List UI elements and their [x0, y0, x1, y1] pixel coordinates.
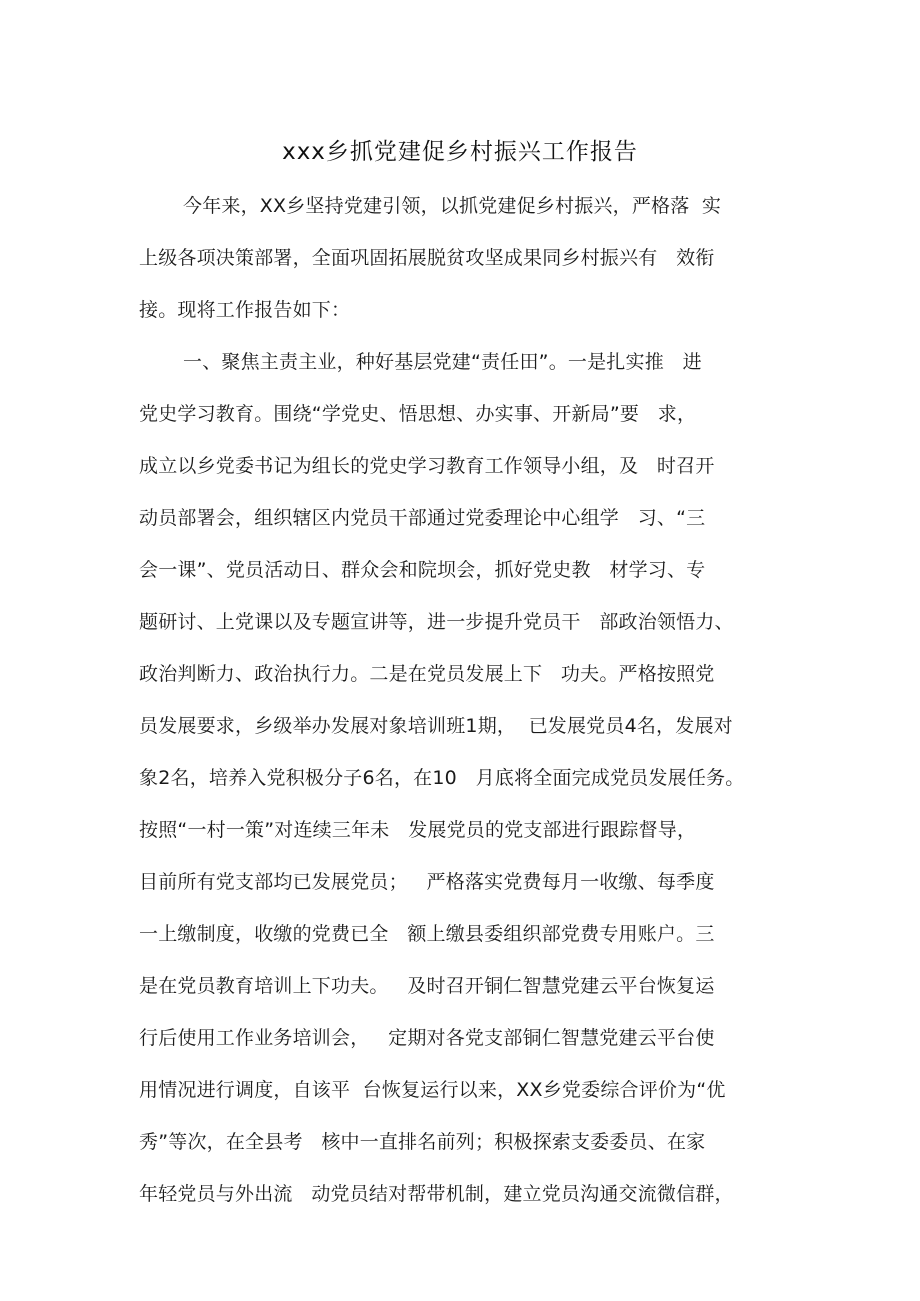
body-line: 成立以乡党委书记为组长的党史学习教育工作领导小组，及 时召开	[139, 455, 715, 477]
body-line: 员发展要求，乡级举办发展对象培训班1期， 已发展党员4名，发展对	[139, 715, 733, 737]
body-line: 动员部署会，组织辖区内党员干部通过党委理论中心组学 习、“三	[139, 507, 706, 529]
body-line: 象2名，培养入党积极分子6名，在10 月底将全面完成党员发展任务。	[139, 767, 745, 789]
body-line: 今年来，XX乡坚持党建引领，以抓党建促乡村振兴，严格落 实	[183, 195, 722, 217]
body-line: 行后使用工作业务培训会， 定期对各党支部铜仁智慧党建云平台使	[139, 1027, 715, 1049]
body-line: 用情况进行调度，自该平 台恢复运行以来，XX乡党委综合评价为“优	[139, 1079, 726, 1101]
body-line: 秀”等次，在全县考 核中一直排名前列；积极探索支委委员、在家	[139, 1131, 706, 1153]
body-line: 会一课”、党员活动日、群众会和院坝会，抓好党史教 材学习、专	[139, 559, 706, 581]
body-line: 按照“一村一策”对连续三年未 发展党员的党支部进行跟踪督导，	[139, 819, 697, 841]
body-line: 是在党员教育培训上下功夫。 及时召开铜仁智慧党建云平台恢复运	[139, 975, 715, 997]
body-line: 年轻党员与外出流 动党员结对帮带机制，建立党员沟通交流微信群，	[139, 1183, 734, 1205]
body-line: 目前所有党支部均已发展党员； 严格落实党费每月一收缴、每季度	[139, 871, 715, 893]
body-line: 上级各项决策部署，全面巩固拓展脱贫攻坚成果同乡村振兴有 效衔	[139, 247, 715, 269]
body-line: 党史学习教育。围绕“学党史、悟思想、办实事、开新局”要 求，	[139, 403, 697, 425]
body-line: 一上缴制度，收缴的党费已全 额上缴县委组织部党费专用账户。三	[139, 923, 715, 945]
body-line: 接。现将工作报告如下：	[139, 299, 351, 321]
body-line: 一、聚焦主责主业，种好基层党建“责任田”。一是扎实推 进	[183, 351, 702, 373]
body-line: 题研讨、上党课以及专题宣讲等，进一步提升党员干 部政治领悟力、	[139, 611, 734, 633]
body-line: 政治判断力、政治执行力。二是在党员发展上下 功夫。严格按照党	[139, 663, 715, 685]
document-title: xxx乡抓党建促乡村振兴工作报告	[282, 139, 638, 165]
